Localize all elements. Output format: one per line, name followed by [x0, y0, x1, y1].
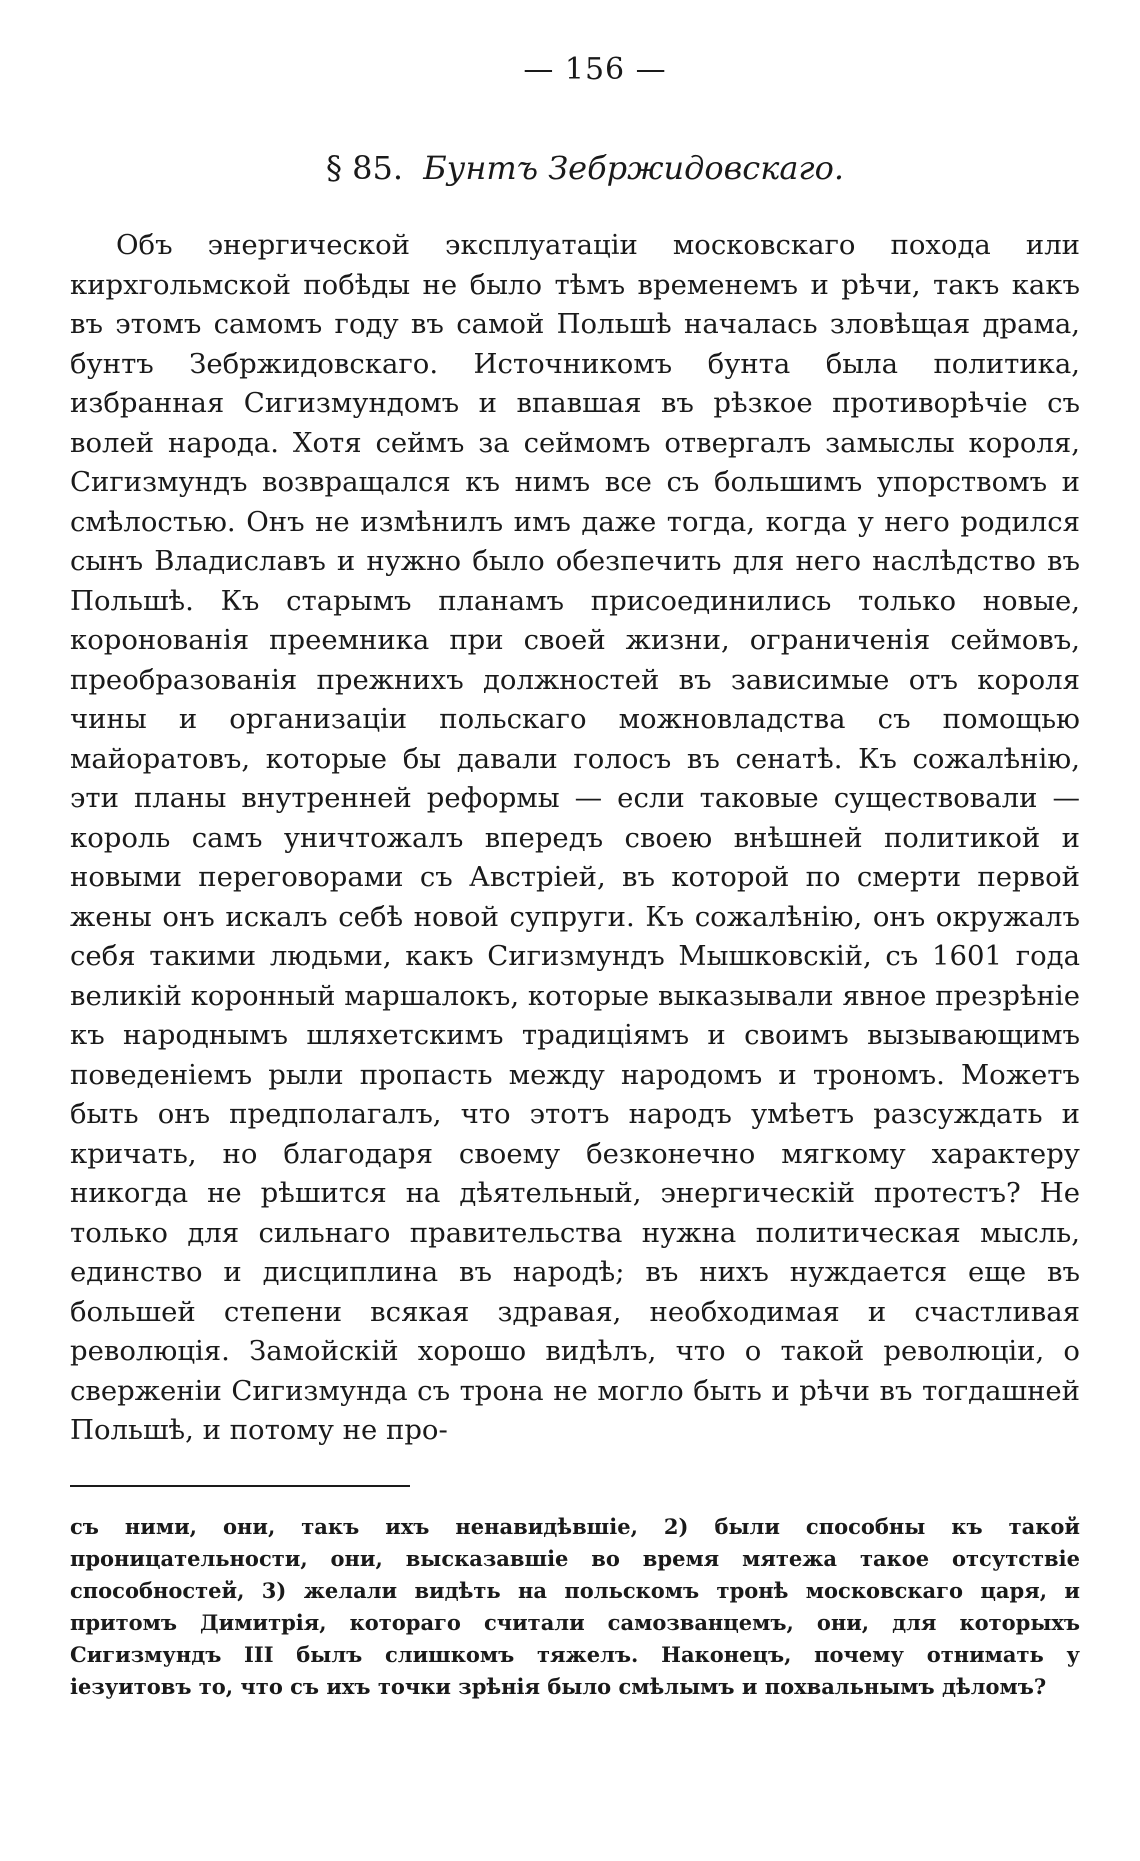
page-number: — 156 —	[523, 52, 667, 87]
section-title: Бунтъ Зебржидовскаго.	[423, 149, 844, 187]
body-paragraph: Объ энергической эксплуатаціи московскаго похода или кирхгольмской побѣды не было тѣмъ временемъ и рѣчи, такъ какъ въ этомъ самомъ году въ самой Польшѣ началась зловѣщая драма, бунтъ Зебржидовскаго. Источникомъ бунта была политика, избранная Сигизмундомъ и впавшая въ рѣзкое противорѣчіе съ волей народа. Хотя сеймъ за сеймомъ отвергалъ замыслы короля, Сигизмундъ возвращался къ нимъ все съ большимъ упорствомъ и смѣлостью. Онъ не измѣнилъ имъ даже тогда, когда у него родился сынъ Владиславъ и нужно было обезпечить для него наслѣдство въ Польшѣ. Къ старымъ планамъ присоединились только новые, коронованія преемника при своей жизни, ограниченія сеймовъ, преобразованія прежнихъ должностей въ зависимые отъ короля чины и организаціи польскаго можновладства съ помощью майоратовъ, которые бы давали голосъ въ сенатѣ. Къ сожалѣнію, эти планы внутренней реформы — если таковые существовали — король самъ уничтожалъ впередъ своею внѣшней политикой и новыми переговорами съ Австріей, въ которой по смерти первой жены онъ искалъ себѣ новой супруги. Къ сожалѣнію, онъ окружалъ себя такими людьми, какъ Сигизмундъ Мышковскій, съ 1601 года великій коронный маршалокъ, которые выказывали явное презрѣніе къ народнымъ шляхетскимъ традиціямъ и своимъ вызывающимъ поведеніемъ рыли пропасть между народомъ и трономъ. Можетъ быть онъ предполагалъ, что этотъ народъ умѣетъ разсуждать и кричать, но благодаря своему безконечно мягкому характеру никогда не рѣшится на дѣятельный, энергическій протестъ? Не только для сильнаго правительства нужна политическая мысль, единство и дисциплина въ народѣ; въ нихъ нуждается еще въ большей степени всякая здравая, необходимая и счастливая революція. Замойскій хорошо видѣлъ, что о такой революціи, о сверженіи Сигизмунда съ трона не могло быть и рѣчи въ тогдашней Польшѣ, и потому не про-	[70, 229, 1080, 1446]
section-heading	[90, 146, 1080, 190]
footnote-divider	[70, 1485, 410, 1487]
footnote: съ ними, они, такъ ихъ ненавидѣвшіе, 2) были способны къ такой проницательности, они, высказавшіе во время мятежа такое отсутствіе способностей, 3) желали видѣть на польскомъ тронѣ московскаго царя, и притомъ Димитрія, котораго считали самозванцемъ, они, для которыхъ Сигизмундъ III былъ слишкомъ тяжелъ. Наконецъ, почему отнимать у іезуитовъ то, что съ ихъ точки зрѣнія было смѣлымъ и похвальнымъ дѣломъ?	[70, 1513, 1080, 1699]
section-mark: § 85.	[326, 149, 404, 187]
document-page	[70, 50, 1080, 1724]
